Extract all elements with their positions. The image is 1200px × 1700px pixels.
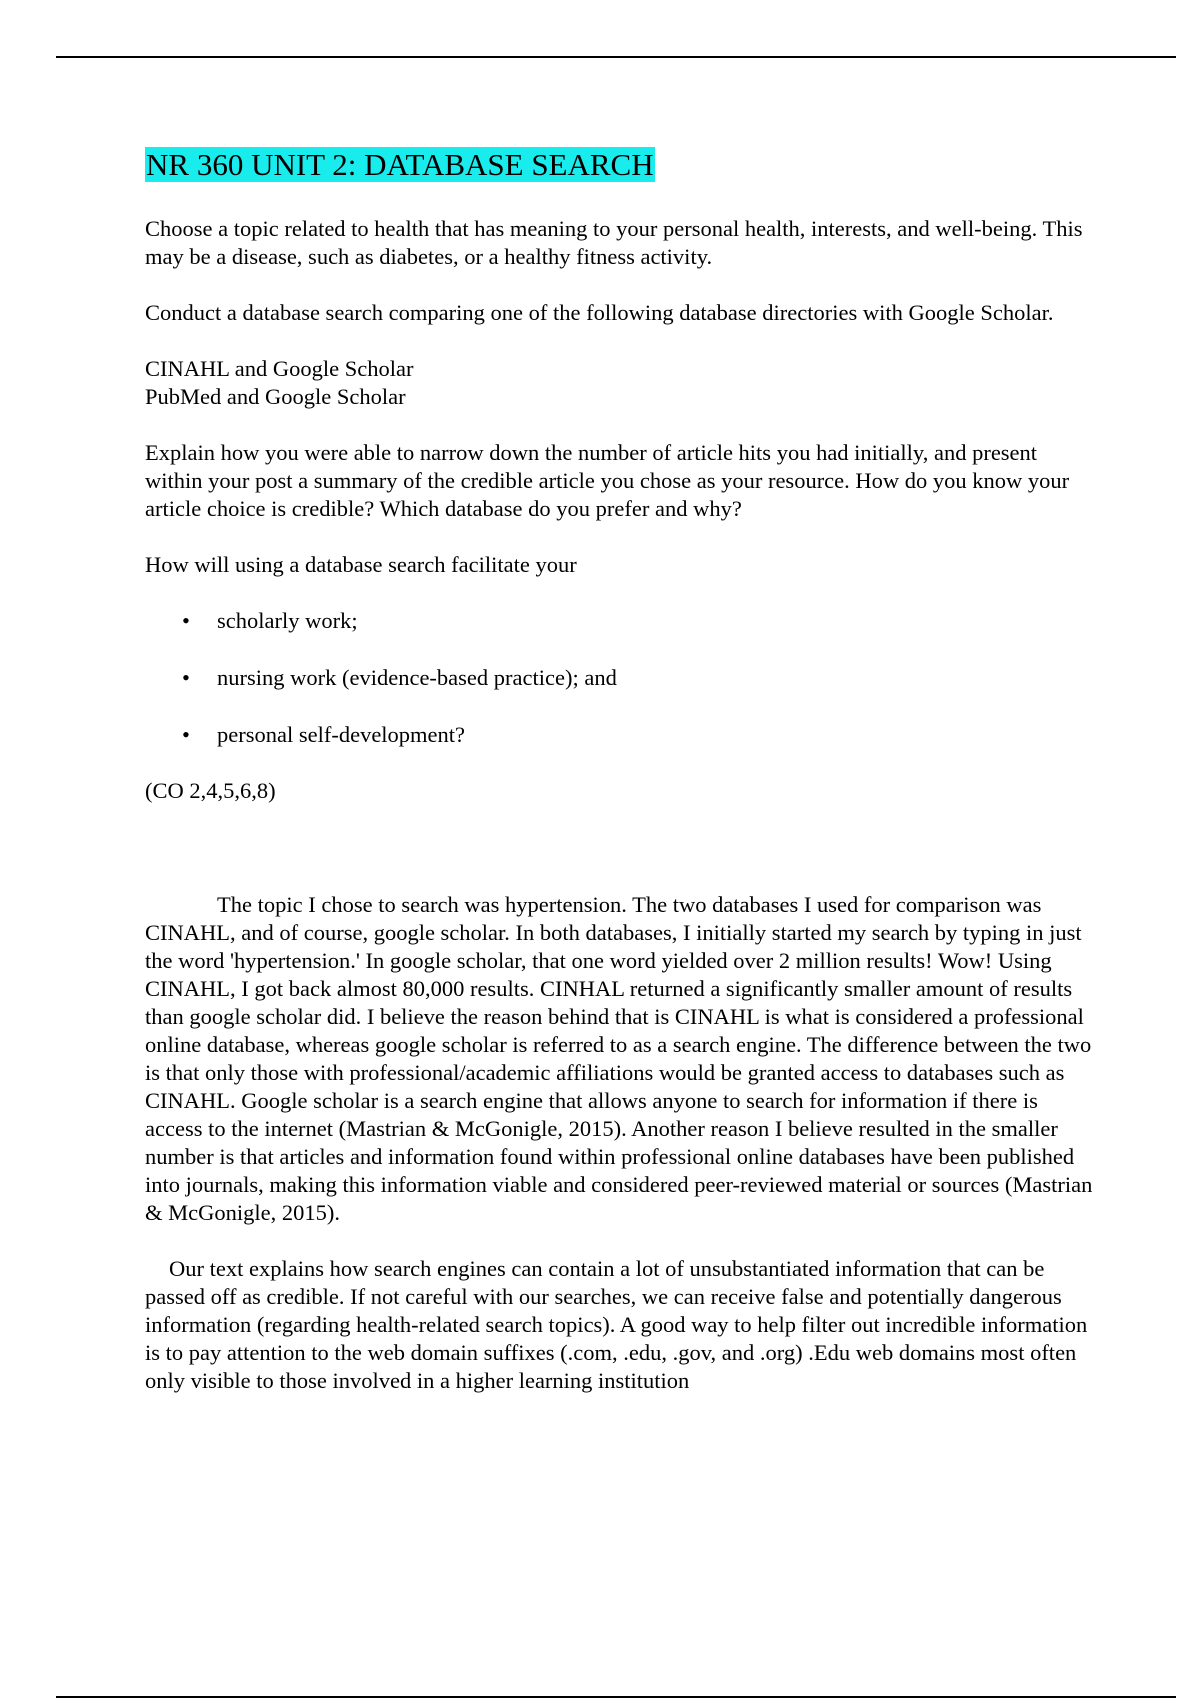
document-title	[145, 145, 1100, 185]
course-outcomes: (CO 2,4,5,6,8)	[145, 778, 276, 803]
bottom-horizontal-rule	[56, 1696, 1176, 1698]
list-item: • scholarly work;	[145, 607, 1100, 635]
facilitate-list	[145, 607, 1100, 749]
database-option: PubMed and Google Scholar	[145, 384, 406, 409]
essay-paragraph-1: The topic I chose to search was hypertension. The two databases I used for comparison was CINAHL, and of course, google scholar. In both databases, I initially started my search by typing in just the word 'hypertension.' In google scholar, that one word yielded over 2 million results! Wow! Using CINAHL, I got back almost 80,000 results. CINHAL returned a significantly smaller amount of results than google scholar did. I believe the reason behind that is CINAHL is what is considered a professional online database, whereas google scholar is referred to as a search engine. The difference between the two is that only those with professional/academic affiliations would be granted access to databases such as CINAHL. Google scholar is a search engine that allows anyone to search for information if there is access to the internet (Mastrian & McGonigle, 2015). Another reason I believe resulted in the smaller number is that articles and information found within professional online databases have been published into journals, making this information viable and considered peer-reviewed material or sources (Mastrian & McGonigle, 2015).	[145, 892, 1093, 1225]
facilitate-intro: How will using a database search facilitate your	[145, 552, 577, 577]
prompt-paragraph-explain: Explain how you were able to narrow down the number of article hits you had initially, and present within your post a summary of the credible article you chose as your resource. How do you know your article choice is credible? Which database do you prefer and why?	[145, 440, 1070, 521]
essay-paragraph-2: Our text explains how search engines can contain a lot of unsubstantiated information that can be passed off as credible. If not careful with our searches, we can receive false and potentially dangerous information (regarding health-related search topics). A good way to help filter out incredible information is to pay attention to the web domain suffixes (.com, .edu, .gov, and .org) .Edu web domains most often only visible to those involved in a higher learning institution	[145, 1256, 1088, 1393]
prompt-paragraph-search: Conduct a database search comparing one of the following database directories with Google Scholar.	[145, 300, 1054, 325]
list-item: • personal self-development?	[145, 721, 1100, 749]
prompt-paragraph-topic: Choose a topic related to health that has meaning to your personal health, interests, and well-being. This may be a disease, such as diabetes, or a healthy fitness activity.	[145, 216, 1083, 269]
database-options	[145, 355, 1100, 411]
database-option: CINAHL and Google Scholar	[145, 356, 414, 381]
title-highlight: NR 360 UNIT 2: DATABASE SEARCH	[146, 147, 654, 182]
list-item: • nursing work (evidence-based practice); and	[145, 664, 1100, 692]
document-body	[145, 145, 1100, 1423]
top-horizontal-rule	[56, 56, 1176, 58]
